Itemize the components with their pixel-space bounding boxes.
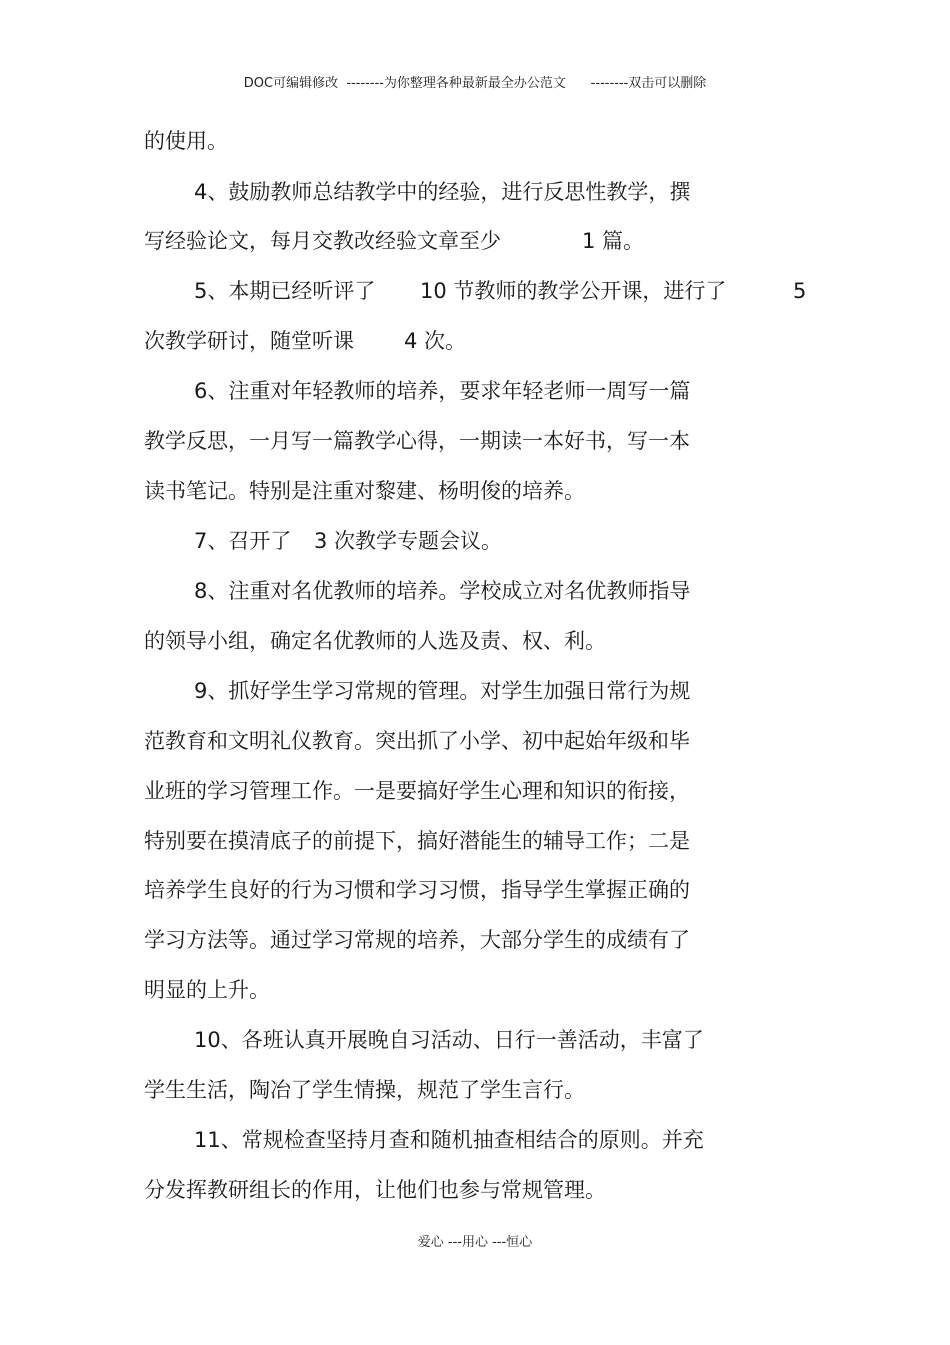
text-line <box>0 576 950 606</box>
line-text: 读书笔记。特别是注重对黎建、杨明俊的培养。 <box>144 479 585 503</box>
text-line <box>0 326 950 356</box>
text-line <box>0 226 950 256</box>
text-line <box>0 376 950 406</box>
line-text: 业班的学习管理工作。一是要搞好学生心理和知识的衔接， <box>144 779 690 803</box>
text-line <box>0 526 950 556</box>
line-text: 的领导小组，确定名优教师的人选及责、权、利。 <box>144 629 606 653</box>
text-line <box>0 426 950 456</box>
text-line <box>0 875 950 905</box>
text-line <box>0 1125 950 1155</box>
text-line <box>0 826 950 856</box>
text-line <box>0 476 950 506</box>
line-text: 特别要在摸清底子的前提下，搞好潜能生的辅导工作；二是 <box>144 829 690 853</box>
line-text: 范教育和文明礼仪教育。突出抓了小学、初中起始年级和毕 <box>144 729 690 753</box>
line-text: 10 节教师的教学公开课，进行了 <box>420 279 727 303</box>
text-line <box>0 1075 950 1105</box>
line-text: 9、抓好学生学习常规的管理。对学生加强日常行为规 <box>194 679 691 703</box>
line-text: 次教学研讨，随堂听课 <box>144 329 354 353</box>
line-text: 8、注重对名优教师的培养。学校成立对名优教师指导 <box>194 579 691 603</box>
text-line <box>0 177 950 207</box>
line-text: 3 次教学专题会议。 <box>314 529 503 553</box>
line-text: 4、鼓励教师总结教学中的经验，进行反思性教学，撰 <box>194 180 691 204</box>
line-text: 写经验论文，每月交教改经验文章至少 <box>144 229 501 253</box>
line-text: 11、常规检查坚持月查和随机抽查相结合的原则。并充 <box>194 1128 704 1152</box>
line-text: 分发挥教研组长的作用，让他们也参与常规管理。 <box>144 1178 606 1202</box>
line-text: 学生生活，陶冶了学生情操，规范了学生言行。 <box>144 1078 585 1102</box>
text-line <box>0 276 950 306</box>
line-text: 教学反思，一月写一篇教学心得，一期读一本好书，写一本 <box>144 429 690 453</box>
text-line <box>0 975 950 1005</box>
line-text: 5 <box>793 279 807 303</box>
text-line <box>0 776 950 806</box>
line-text: 7、召开了 <box>194 529 292 553</box>
line-text: 6、注重对年轻教师的培养，要求年轻老师一周写一篇 <box>194 379 691 403</box>
line-text: 10、各班认真开展晚自习活动、日行一善活动，丰富了 <box>194 1028 704 1052</box>
text-line <box>0 1175 950 1205</box>
line-text: 4 次。 <box>404 329 467 353</box>
text-line <box>0 726 950 756</box>
page-header: DOC可编辑修改 --------为你整理各种最新最全办公范文 --------双击可以删除 <box>243 76 707 91</box>
line-text: 培养学生良好的行为习惯和学习习惯，指导学生掌握正确的 <box>144 878 690 902</box>
line-text: 1 篇。 <box>582 229 645 253</box>
text-line <box>0 1025 950 1055</box>
text-line <box>0 676 950 706</box>
text-line <box>0 626 950 656</box>
text-line <box>0 126 950 156</box>
page-footer: 爱心 ---用心 ---恒心 <box>417 1235 533 1250</box>
line-text: 明显的上升。 <box>144 978 270 1002</box>
text-line <box>0 925 950 955</box>
line-text: 的使用。 <box>144 129 228 153</box>
line-text: 学习方法等。通过学习常规的培养，大部分学生的成绩有了 <box>144 928 690 952</box>
line-text: 5、本期已经听评了 <box>194 279 376 303</box>
